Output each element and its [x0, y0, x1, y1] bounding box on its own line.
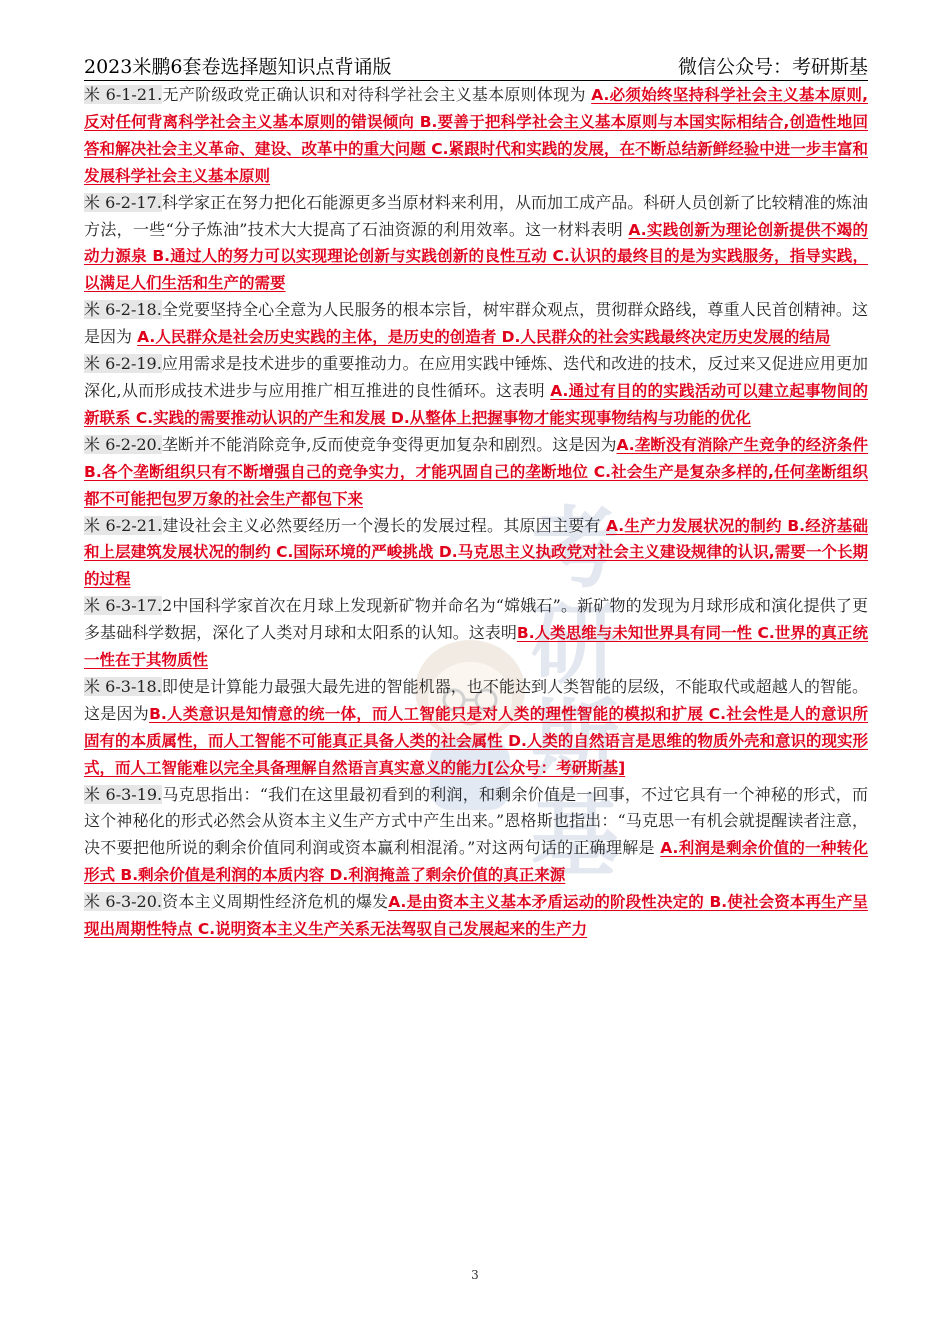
question-id: 米 6-1-21.	[84, 85, 163, 104]
answer-text: A.是由资本主义基本矛盾运动的阶段性决定的 B.使社会资本再生产呈现出周期性特点 C.说明资本主义生产关系无法驾驭自己发展起来的生产力	[84, 893, 868, 939]
watermark-char: 基	[530, 784, 619, 888]
question-id: 米 6-3-17.	[84, 596, 163, 616]
question-text: 垄断并不能消除竞争,反而使竞争变得更加复杂和剧烈。这是因为	[161, 434, 617, 454]
page-header	[84, 50, 868, 81]
question-id: 米 6-2-17.	[84, 192, 162, 212]
page-number: 3	[471, 1268, 479, 1282]
question-text: 应用需求是技术进步的重要推动力。在应用实践中锤炼、迭代和改进的技术，反过来又促进应用更加深化,从而形成技术进步与应用推广相互推进的良性循环。这表明	[84, 354, 868, 400]
question-text: 建设社会主义必然要经历一个漫长的发展过程。其原因主要有	[162, 515, 601, 535]
question-item	[84, 82, 868, 190]
answer-text: A.垄断没有消除产生竞争的经济条件 B.各个垄断组织只有不断增强自己的竞争实力，才能巩固自己的垄断地位 C.社会生产是复杂多样的,任何垄断组织都不可能把包罗万象的社会生产都包下来	[84, 435, 868, 508]
answer-text: B.人类意识是知情意的统一体，而人工智能只是对人类的理性智能的模拟和扩展 C.社会性是人的意识所固有的本质属性，而人工智能不可能真正具备人类的社会属性 D.人类的自然语言是思维的物质外壳和意识的现实形式，而人工智能难以完全具备理解自然语言真实意义的能力[公众号：考研斯基]	[84, 704, 868, 777]
watermark-char: 研	[530, 592, 619, 696]
question-text: 科学家正在努力把化石能源更多当原材料来利用，从而加工成产品。科研人员创新了比较精准的炼油方法，一些“分子炼油”技术大大提高了石油资源的利用效率。这一材料表明	[84, 192, 868, 239]
question-text: 全党要坚持全心全意为人民服务的根本宗旨，树牢群众观点，贯彻群众路线，尊重人民首创精神。这是因为	[84, 300, 868, 347]
answer-text: A.必须始终坚持科学社会主义基本原则,反对任何背离科学社会主义基本原则的错误倾向 B.要善于把科学社会主义基本原则与本国实际相结合,创造性地回答和解决社会主义革命、建设、改革中的重大问题 C.紧跟时代和实践的发展，在不断总结新鲜经验中进一步丰富和发展科学社会主义基本原则	[84, 86, 868, 185]
question-id: 米 6-2-20.	[84, 434, 162, 454]
question-item	[84, 297, 868, 351]
question-item	[84, 351, 868, 432]
question-item	[84, 513, 868, 594]
question-item	[84, 674, 868, 782]
question-item	[84, 432, 868, 513]
question-text: 资本主义周期性经济危机的爆发	[162, 892, 389, 912]
answer-text: B.人类思维与未知世界具有同一性 C.世界的真正统一性在于其物质性	[84, 624, 868, 670]
question-item	[84, 190, 868, 298]
watermark-char: 考	[530, 496, 619, 600]
header-title: 2023米鹏6套卷选择题知识点背诵版	[84, 56, 392, 78]
watermark-char: 斯	[530, 688, 619, 792]
question-item	[84, 782, 868, 890]
answer-text: A.通过有目的的实践活动可以建立起事物间的新联系 C.实践的需要推动认识的产生和发展 D.从整体上把握事物才能实现事物结构与功能的优化	[84, 381, 868, 427]
question-text: 无产阶级政党正确认识和对待科学社会主义基本原则体现为	[162, 85, 586, 104]
question-text: 2中国科学家首次在月球上发现新矿物并命名为“嫦娥石”。新矿物的发现为月球形成和演化提供了更多基础科学数据，深化了人类对月球和太阳系的认知。这表明	[84, 596, 868, 643]
answer-text: A.人民群众是社会历史实践的主体，是历史的创造者 D.人民群众的社会实践最终决定历史发展的结局	[137, 328, 831, 347]
question-id: 米 6-2-21.	[84, 515, 163, 535]
header-wechat: 微信公众号：考研斯基	[677, 56, 868, 78]
question-text: 马克思指出：“我们在这里最初看到的利润，和剩余价值是一回事，不过它具有一个神秘的形式，而这个神秘化的形式必然会从资本主义生产方式中产生出来。”恩格斯也指出：“马克思一有机会就提醒读者注意，决不要把他所说的剩余价值同利润或资本赢利相混淆。”对这两句话的正确理解是	[84, 784, 868, 858]
question-id: 米 6-2-18.	[84, 300, 162, 320]
answer-text: A.实践创新为理论创新提供不竭的动力源泉 B.通过人的努力可以实现理论创新与实践创新的良性互动 C.认识的最终目的是为实践服务，指导实践，以满足人们生活和生产的需要	[84, 220, 868, 293]
question-id: 米 6-3-19.	[84, 784, 163, 804]
question-item	[84, 593, 868, 674]
answer-text: A.利润是剩余价值的一种转化形式 B.剩余价值是利润的本质内容 D.利润掩盖了剩余价值的真正来源	[84, 839, 868, 885]
question-list	[84, 82, 868, 943]
question-id: 米 6-2-19.	[84, 354, 162, 374]
question-id: 米 6-3-20.	[84, 892, 163, 912]
question-text: 即使是计算能力最强大最先进的智能机器，也不能达到人类智能的层级，不能取代或超越人的智能。这是因为	[84, 676, 868, 723]
answer-text: A.生产力发展状况的制约 B.经济基础和上层建筑发展状况的制约 C.国际环境的严峻挑战 D.马克思主义执政党对社会主义建设规律的认识,需要一个长期的过程	[84, 516, 868, 589]
question-item	[84, 889, 868, 943]
question-id: 米 6-3-18.	[84, 676, 162, 696]
